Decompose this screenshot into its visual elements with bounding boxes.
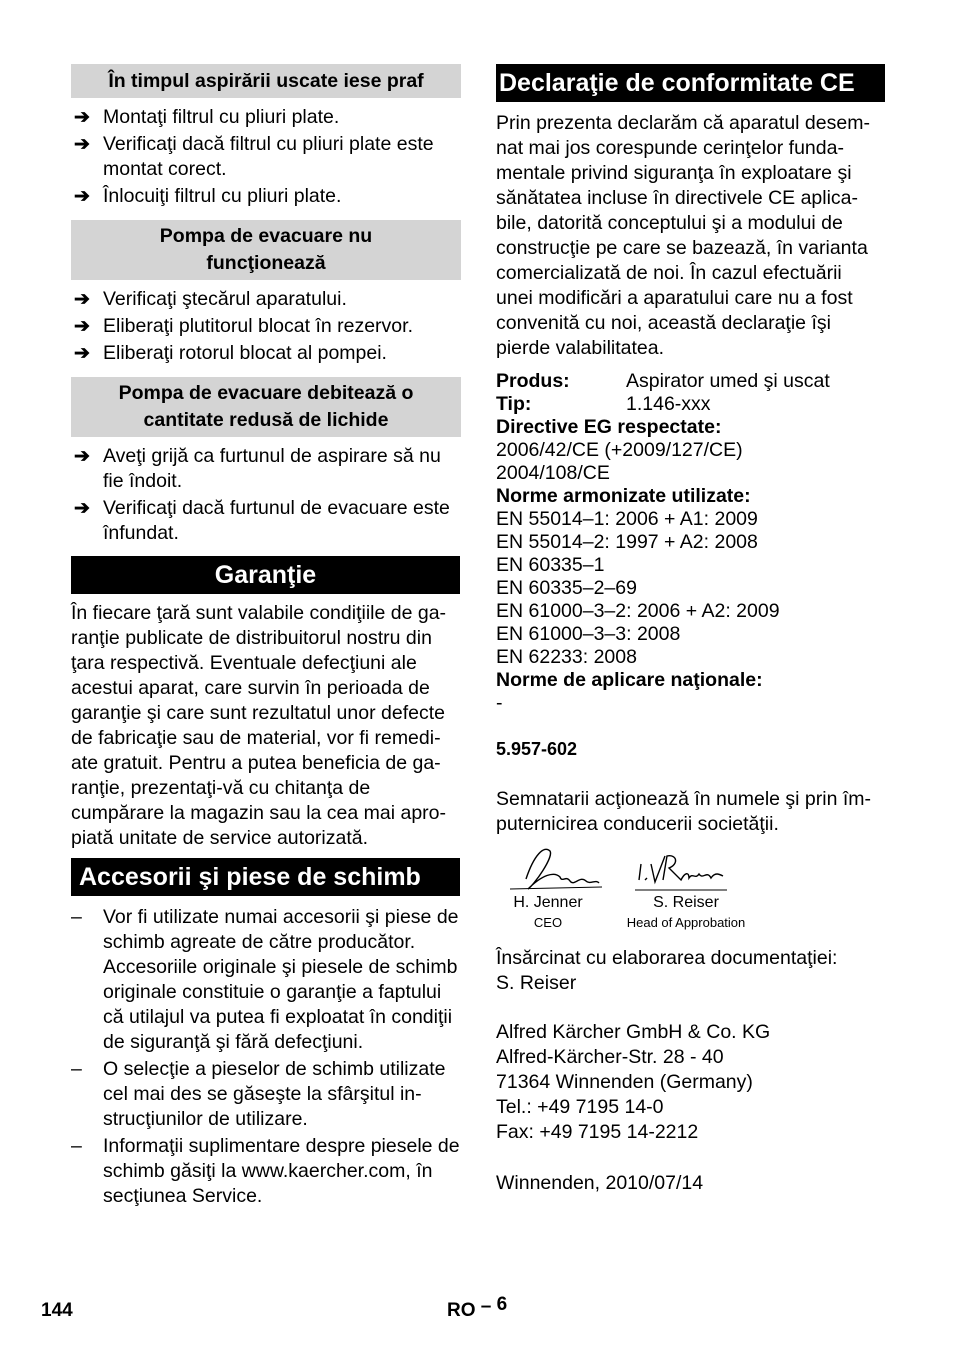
signer-role: CEO xyxy=(533,915,563,930)
signatories-text: Semnatarii acţionează în numele şi prin îm- puternicirea conducerii societăţii. xyxy=(496,788,872,835)
list-item: ➔ Înlocuiţi filtrul cu pliuri plate. xyxy=(74,185,342,207)
signer-name: H. Jenner xyxy=(513,894,583,911)
arrow-right-icon: ➔ xyxy=(74,289,90,310)
documentation-responsible: Însărcinat cu elaborarea documentaţiei: S. Reiser xyxy=(496,947,838,994)
place-date: Winnenden, 2010/07/14 xyxy=(496,1172,704,1194)
pump-steps-list xyxy=(71,287,461,368)
signer-role: Head of Approbation xyxy=(626,915,746,930)
section-heading-dust: În timpul aspirării uscate iese praf xyxy=(71,64,461,98)
directives-label: Directive EG respectate: xyxy=(496,416,722,438)
document-code: 5.957-602 xyxy=(496,739,578,759)
company-address: Alfred Kärcher GmbH & Co. KG Alfred-Kärcher-Str. 28 - 40 71364 Winnenden (Germany) Tel.: +49 7195 14-0 Fax: +49 7195 14-2212 xyxy=(496,1021,771,1143)
arrow-right-icon: ➔ xyxy=(74,446,90,467)
list-item: – Vor fi utilizate numai accesorii şi piese de schimb agreate de către producător. Accesoriile originale şi piesele de schimb originale constituie o garanţie a faptului că utilajul va putea fi exploatat în condiţii de siguranţă şi fără defecţiuni. xyxy=(71,906,459,1053)
list-item: ➔ Eliberaţi rotorul blocat al pompei. xyxy=(74,342,387,364)
section-heading-pump-low-flow: Pompa de evacuare debitează o cantitate redusă de lichide xyxy=(71,377,461,437)
product-info: Produs: Aspirator umed şi uscat Tip: 1.146-xxx Directive EG respectate: 2006/42/CE (+2009/127/CE) 2004/108/CE Norme armonizate utilizate: EN 55014–1: 2006 + A1: 2009 EN 55014–2: 1997 + A2: 2008 EN 60335–1 EN 60335–2–69 EN 61000–3–2: 2006 + A2: 2009 EN 61000–3–3: 2008 EN 62233: 2008 Norme de aplicare naţionale: - xyxy=(496,370,886,715)
page-number: 144 xyxy=(41,1300,73,1321)
standards-label: Norme armonizate utilizate: xyxy=(496,485,751,507)
section-heading-accessories: Accesorii şi piese de schimb xyxy=(71,858,460,896)
arrow-right-icon: ➔ xyxy=(74,186,90,207)
product-row: Produs: Aspirator umed şi uscat xyxy=(496,370,830,392)
list-item: – Informaţii suplimentare despre piesele de schimb găsiţi la www.kaercher.com, în secţiunea Service. xyxy=(71,1135,460,1207)
list-item: ➔ Aveţi grijă ca furtunul de aspirare să nu fie îndoit. xyxy=(74,445,441,492)
signature-jenner xyxy=(504,845,604,897)
ce-intro-text: Prin prezenta declarăm că aparatul desem- nat mai jos corespunde cerinţelor funda- mentale privind siguranţa în exploatare şi sănătatea incluse în directivele CE aplica- bile, datorită conceptului şi a modului de construcţie pe care se bazează, în varianta comercializată de noi. În cazul efectuării unei modificări a aparatului care nu a fost convenită cu noi, această declaraţie îşi pierde valabilitatea. xyxy=(496,112,870,359)
list-item: ➔ Eliberaţi plutitorul blocat în rezervor. xyxy=(74,315,413,337)
section-heading-ce-declaration: Declaraţie de conformitate CE xyxy=(496,64,885,102)
list-item: ➔ Montaţi filtrul cu pliuri plate. xyxy=(74,106,340,128)
section-heading-warranty: Garanţie xyxy=(71,556,460,594)
list-item: ➔ Verificaţi dacă furtunul de evacuare este înfundat. xyxy=(74,497,450,544)
dust-steps-list xyxy=(71,105,461,211)
list-item: – O selecţie a pieselor de schimb utilizate cel mai des se găseşte la sfârşitul in-strucţiunilor de utilizare. xyxy=(71,1058,446,1130)
low-flow-steps-list xyxy=(71,444,461,548)
national-standards-label: Norme de aplicare naţionale: xyxy=(496,669,763,691)
signature-reiser xyxy=(633,850,729,896)
arrow-right-icon: ➔ xyxy=(74,107,90,128)
arrow-right-icon: ➔ xyxy=(74,316,90,337)
accessories-list xyxy=(71,905,461,1211)
list-item: ➔ Verificaţi dacă filtrul cu pliuri plate este montat corect. xyxy=(74,133,434,180)
signer-name: S. Reiser xyxy=(653,894,719,911)
footer-section-label: RO – 6 xyxy=(447,1294,508,1321)
list-item: ➔ Verificaţi ştecărul aparatului. xyxy=(74,288,347,310)
arrow-right-icon: ➔ xyxy=(74,343,90,364)
arrow-right-icon: ➔ xyxy=(74,134,90,155)
type-row: Tip: 1.146-xxx xyxy=(496,393,711,415)
arrow-right-icon: ➔ xyxy=(74,498,90,519)
section-heading-pump-not-working: Pompa de evacuare nu funcţionează xyxy=(71,220,461,280)
warranty-text: În fiecare ţară sunt valabile condiţiile de ga- ranţie publicate de distribuitorul nostru din ţara respectivă. Eventuale defecţiuni ale acestui aparat, care survin în perioada de garanţie şi care sunt rezultatul unor defecte de fabricaţie sau de material, vor fi remedi- ate gratuit. Pentru a putea beneficia de ga- ranţie, prezentaţi-vă cu chitanţa de cumpărare la magazin sau la cea mai apro- piată unitate de service autorizată. xyxy=(71,602,447,849)
